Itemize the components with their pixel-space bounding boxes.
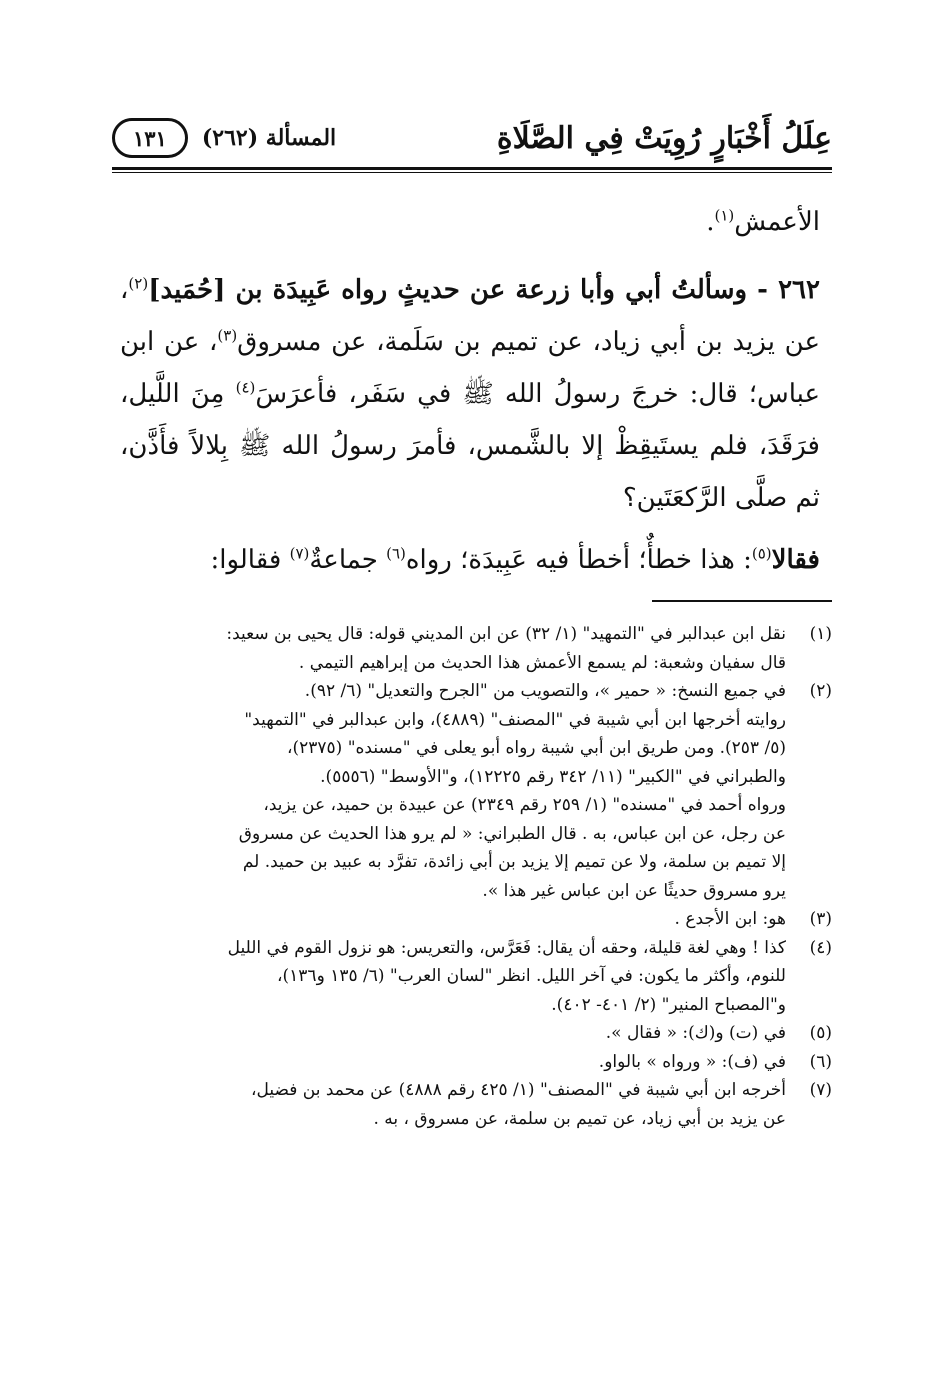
issue-number-and-question: ٢٦٢ - وسألتُ أبي وأبا زرعة عن حديثٍ رواه عَبِيدَة بن [حُمَيد] [148,275,820,305]
footnote-ref[interactable]: (٤) [235,378,256,397]
footnote-number: (١) [809,624,832,644]
footnote-ref[interactable]: (١) [714,206,735,225]
footnote-number: (٤) [809,937,832,958]
answer-text: جماعةٌ [309,545,387,575]
footnote-ref[interactable]: (٢) [128,274,149,293]
footnote-line: يرو مسروق حديثًا عن ابن عباس غير هذا ». [482,880,786,901]
answer-paragraph [120,534,820,586]
continuation-text: الأعمش [734,207,820,237]
answer-text: فقالوا: [210,545,290,575]
footnote-line: روايته أخرجها ابن أبي شيبة في "المصنف" (٤٨٨٩)، وابن عبدالبر في "التمهيد" [244,709,786,730]
footnote-line: عن يزيد بن أبي زياد، عن تميم بن سلمة، عن مسروق ، به . [373,1108,786,1129]
footnotes [100,620,832,1133]
footnote-body [100,905,786,934]
footnote-item [100,677,832,905]
footnote-line: في (ف): « ورواه » بالواو. [598,1051,786,1072]
footnote-line: (٥/ ٢٥٣). ومن طريق ابن أبي شيبة رواه أبو يعلى في "مسنده" (٢٣٧٥)، [287,738,786,758]
footnote-body [100,1048,786,1077]
page-number: ١٣١ [112,118,188,158]
footnote-line: ورواه أحمد في "مسنده" (١/ ٢٥٩ رقم ٢٣٤٩) عن عبيدة بن حميد، عن يزيد، [263,795,786,815]
answer-lead: فقالا [771,545,820,575]
footnote-line: والطبراني في "الكبير" (١١/ ٣٤٢ رقم ١٢٢٢٥)، و"الأوسط" (٥٥٥٦). [320,766,786,787]
footnote-line: هو: ابن الأجدع . [674,909,786,929]
footnote-body [100,1076,786,1133]
footnote-item [100,934,832,1020]
footnote-item [100,1076,832,1133]
footnote-line: عن رجل، عن ابن عباس، به . قال الطبراني: « لم يرو هذا الحديث عن مسروق [238,823,786,844]
footnote-line: كذا ! وهي لغة قليلة، وحقه أن يقال: فَعَرَّس، والتعريس: هو نزول القوم في الليل [227,937,786,958]
footnote-number: (٥) [809,1023,832,1043]
footnote-body [100,620,786,677]
footnote-ref[interactable]: (٦) [386,544,406,563]
footnote-number: (٦) [809,1051,832,1072]
continuation-paragraph: الأعمش$^{(١)}$. [706,206,820,237]
footnote-item [100,1048,832,1077]
header-rule-thin [112,172,832,173]
footnote-line: أخرجه ابن أبي شيبة في "المصنف" (١/ ٤٢٥ رقم ٤٨٨٨) عن محمد بن فضيل، [251,1080,786,1100]
footnote-item [100,620,832,677]
issue-text: مِنَ اللَّيل، فرَقَدَ، فلم يستَيقِظْ إلا بالشَّمس، فأمرَ رسولُ الله ﷺ بِلالاً فأَذَّن، ثم صلَّى الرَّكعَتَين؟ [120,379,820,513]
footnote-line: للنوم، وأكثر ما يكون: في آخر الليل. انظر "لسان العرب" (٦/ ١٣٥ و١٣٦)، [277,966,786,986]
footnote-number: (٧) [809,1080,832,1100]
footnote-body [100,677,786,905]
footnote-number: (٢) [809,681,832,701]
footnote-item [100,905,832,934]
footnote-line: في جميع النسخ: « حمير »، والتصويب من "الجرح والتعديل" (٦/ ٩٢). [304,681,786,701]
footnote-item [100,1019,832,1048]
footnote-line: نقل ابن عبدالبر في "التمهيد" (١/ ٣٢) عن ابن المديني قوله: قال يحيى بن سعيد: [226,624,786,644]
footnote-ref[interactable]: (٧) [289,544,310,563]
issue-label: المسألة (٢٦٢) [201,125,337,151]
footnote-line: في (ت) و(ك): « فقال ». [605,1023,786,1043]
header-rule [112,167,832,170]
footnote-number: (٣) [809,909,832,929]
issue-text: ، عن ابن عباس؛ قال: خرجَ رسولُ الله ﷺ في سَفَر، فأعرَسَ [120,327,820,409]
footnote-line: إلا تميم بن سلمة، ولا عن تميم إلا يزيد بن أبي زائدة، تفرَّد به عبيد بن حميد. لم [242,852,786,872]
footnote-body [100,1019,786,1048]
footnote-ref[interactable]: (٥) [751,544,772,563]
footnote-separator [652,600,832,602]
footnote-ref[interactable]: (٣) [217,326,238,345]
footnote-line: و"المصباح المنير" (٢/ ٤٠١- ٤٠٢). [551,994,786,1015]
issue-paragraph [120,264,820,524]
header-issue-group [112,118,336,158]
footnote-line: قال سفيان وشعبة: لم يسمع الأعمش هذا الحديث من إبراهيم التيمي . [298,652,786,673]
running-header [112,110,832,166]
footnote-body [100,934,786,1020]
book-title: عِلَلُ أَخْبَارٍ رُوِيَتْ فِي الصَّلَاةِ [496,120,832,156]
main-text [120,196,820,586]
issue-text: ، عن يزيد بن أبي زياد، عن تميم بن سَلَمة، عن مسروق [120,275,820,357]
answer-text: : هذا خطأٌ؛ أخطأ فيه عَبِيدَة؛ رواه [405,545,752,575]
